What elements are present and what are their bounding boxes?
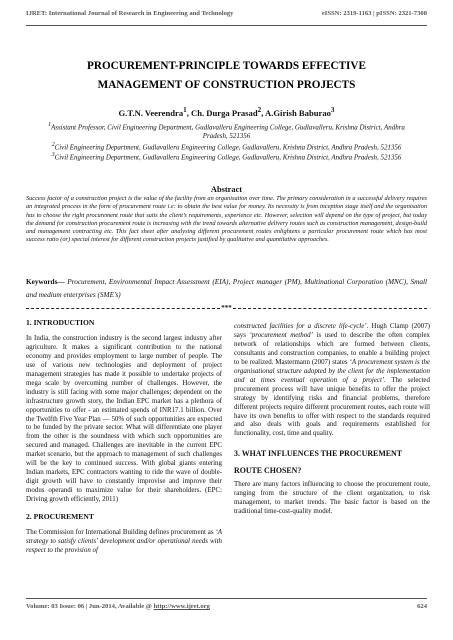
journal-name: IJRET: International Journal of Research in Engineering and Technology (26, 10, 234, 17)
author-2-sup: 2 (257, 106, 262, 114)
author-list: G.T.N. Veerendra$^1$, Ch. Durga Prasad$^2$, A.Girish Baburao$^3$ (118, 106, 335, 118)
affiliation-3: $^3$Civil Engineering Department, Gudlavalleru Engineering College, Gudlavalleru, Krishna District, Andhra Pradesh, 521356 (51, 152, 402, 162)
journal-url-link[interactable]: http://www.ijret.org (153, 603, 210, 610)
section-2-paragraph: The Commission for International Building defines procurement as ‘A strategy to satisfy clients’ development and/or operational needs with respect to the provision of (26, 528, 222, 554)
section-2-heading: 2. PROCUREMENT (26, 512, 94, 522)
footer-rule (26, 598, 427, 599)
keywords-label: Keywords— (26, 278, 65, 286)
header-rule (26, 25, 427, 26)
affiliation-1: $^1$Assistant Professor, Civil Engineering Department, Gudlavalleru Engineering College, Gudlavalleru, Krishna District, Andhra Pradesh, 521356 (48, 122, 405, 140)
author-3: A.Girish Baburao (265, 107, 331, 118)
left-column (26, 319, 222, 555)
section-2-continued: constructed facilities for a discrete life-cycle’. Hugh Clamp (2007) says ‘procurement method’ is used to describe the often complex network of relationships which are formed between clients, consultants and construction companies, to enable a building project to be realized. Mastermann (2007) states ‘A procurement system is the organisational structure adopted by the client for the implementation and at times eventual operation of a project’. The selected procurement process will have unique benefits to offer the project strategy by identifying risks and financial problems, therefore different projects require different procurement routes, each route will have its own benefits to offer with respect to the standards required and also deals with goals and requirements established for functionality, cost, time and quality. (234, 322, 431, 438)
section-3-heading: 3. WHAT INFLUENCES THE PROCUREMENT ROUTE CHOSEN? (234, 449, 402, 476)
abstract-heading: Abstract (210, 185, 243, 194)
keywords-list: Procurement, Environmental Impact Assessment (EIA), Project manager (PM), Multinational Corporation (MNC), Small and medium enterprises (SME’s) (26, 278, 427, 299)
author-1-sup: 1 (183, 106, 187, 114)
section-3-paragraph: There are many factors influencing to choose the procurement route, ranging from the structure of the client organization, to risk management, to market trends. The basic factor is based on the traditional time-cost-quality model. (234, 480, 430, 516)
section-separator (26, 303, 427, 313)
right-column (234, 322, 430, 516)
separator-stars: *** (221, 303, 232, 312)
author-1: G.T.N. Veerendra (118, 107, 184, 118)
keywords (26, 276, 427, 301)
running-header (26, 10, 427, 24)
affiliation-2: $^2$Civil Engineering Department, Gudlavalleru Engineering College, Gudlavalleru, Krishna District, Andhra Pradesh, 521356 (51, 141, 402, 151)
author-2: Ch. Durga Prasad (191, 107, 258, 118)
title-line-1: PROCUREMENT-PRINCIPLE TOWARDS EFFECTIVE (87, 60, 366, 72)
author-3-sup: 3 (330, 106, 335, 114)
affiliations (40, 121, 413, 162)
volume-info: Volume: 03 Issue: 06 | Jun-2014, Available @ http://www.ijret.org (26, 603, 210, 610)
section-1-paragraph: In India, the construction industry is the second largest industry after agriculture. It makes a significant contribution to the national economy and provides employment to large number of people. The use of various new technologies and deployment of project management strategies has made it possible to undertake projects of mega scale by overcoming number of challenges. However, the industry is still facing with some major challenges; dependent on the infrastructure growth story, the Indian EPC market has a plethora of opportunities to offer - an estimated spends of INR17.1 billion. Over the Twelfth Five Year Plan — 50% of such opportunities are expected to be funded by the private sector. What will differentiate one player from the other is the soundness with which such opportunities are secured and managed. Challenges are inevitable in the current EPC market scenario, but the approach to management of such challenges will be the key to continued success. With global giants entering Indian markets, EPC contractors wanting to ride the wave of double-digit growth will have to constantly improvise and improve their modus operandi to maximize value for their shareholders. (EPC: Driving growth efficiently, 2011) (26, 333, 222, 504)
abstract-text: Success factor of a construction project is the value of the facility from an organisation over time. The primary consideration in a successful delivery requires an integrated process in the form of procurement route i.e: to obtain the best value for money. Its necessity is from inception stage itself and the organisation has to choose the right procurement route that suits the client’s requirements, experience etc. However, selection will depend on the type of project, but today the demand for construction procurement route is increasing with the trend towards alternative delivery routes such as construction management, design-build and management contracting etc. This fact sheet after analysing different procurement routes enlightens a particular procurement route which has most success ratio (or) special interest for different construction projects justified by qualitative and quantitative approaches. (26, 195, 427, 244)
section-1-heading: 1. INTRODUCTION (26, 318, 95, 327)
paper-title (26, 57, 427, 95)
issn-info: eISSN: 2319-1163 | pISSN: 2321-7308 (321, 10, 427, 17)
running-footer (26, 603, 427, 610)
page-number: 624 (417, 603, 427, 610)
title-line-2: MANAGEMENT OF CONSTRUCTION PROJECTS (97, 79, 356, 91)
